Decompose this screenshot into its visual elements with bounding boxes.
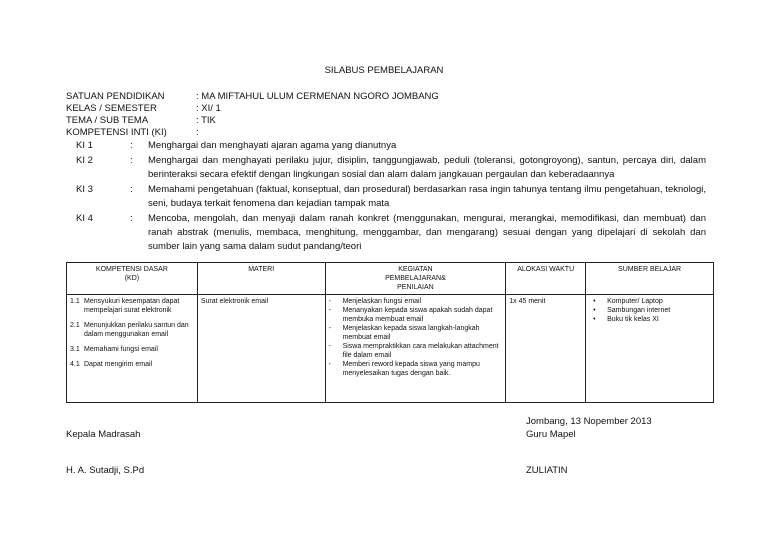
kd-item: [70, 360, 194, 369]
dash-marker: -: [328, 325, 331, 332]
ki-sep: :: [130, 155, 133, 166]
kd-number: 4.1: [70, 361, 80, 368]
ki-list: [76, 139, 706, 254]
kegiatan-text: Memberi reword kepada siswa yang mampu menyelesaikan tugas dengan baik.: [342, 361, 480, 377]
kd-number: 3.1: [70, 346, 80, 353]
kegiatan-text: Siswa mempraktikkan cara melakukan attachment file dalam email: [342, 343, 499, 359]
kegiatan-item: [329, 342, 503, 360]
kegiatan-item: [329, 306, 503, 324]
kegiatan-item: [329, 360, 503, 378]
kd-number: 2.1: [70, 322, 80, 329]
cell-sumber: [586, 295, 714, 403]
header-alokasi: ALOKASI WAKTU: [506, 263, 586, 295]
header-kd: [67, 263, 198, 295]
bullet-icon: •: [593, 316, 596, 323]
dash-marker: -: [328, 343, 331, 350]
ki-sep: :: [130, 184, 133, 195]
header-kd-line1: KOMPETENSI DASAR: [95, 266, 168, 273]
signature-left-name: H. A. Sutadji, S.Pd: [66, 465, 145, 476]
syllabus-table: [66, 262, 714, 403]
sumber-item: [593, 306, 710, 315]
kd-list: [70, 297, 194, 369]
kd-item: [70, 297, 194, 315]
ki-item-4: [76, 212, 706, 254]
kd-item: [70, 345, 194, 354]
sumber-item: [593, 315, 710, 324]
dash-marker: -: [328, 307, 331, 314]
ki-code: KI 1: [76, 140, 93, 151]
signature-right-role: Guru Mapel: [526, 429, 576, 440]
identity-value: : MA MIFTAHUL ULUM CERMENAN NGORO JOMBANG: [196, 91, 439, 102]
bullet-icon: •: [593, 307, 596, 314]
ki-item-2: [76, 154, 706, 182]
header-kegiatan-line2: PEMBELAJARAN&: [385, 275, 446, 282]
ki-text: Menghargai dan menghayati perilaku jujur, disiplin, tanggungjawab, peduli (toleransi, gotongroyong), santun, percaya diri, dalam berinteraksi secara efektif dengan lingkungan sosial dan alam dalam jangkauan pergaulan dan keberadaannya: [148, 155, 706, 180]
ki-sep: :: [130, 213, 133, 224]
ki-sep: :: [130, 140, 133, 151]
ki-code: KI 2: [76, 155, 93, 166]
identity-label: SATUAN PENDIDIKAN: [66, 91, 165, 102]
kd-text: Dapat mengirim email: [84, 361, 153, 368]
ki-item-3: [76, 183, 706, 211]
signature-right-name: ZULIATIN: [526, 465, 568, 476]
cell-materi: Surat elektronik email: [197, 295, 325, 403]
identity-row-kelas: [66, 103, 439, 115]
kegiatan-text: Menanyakan kepada siswa apakah sudah dapat membuka membuat email: [342, 307, 493, 323]
identity-row-ki: [66, 127, 439, 139]
identity-label: KELAS / SEMESTER: [66, 103, 157, 114]
cell-kegiatan: [325, 295, 506, 403]
ki-code: KI 4: [76, 213, 93, 224]
identity-label: TEMA / SUB TEMA: [66, 115, 149, 126]
kegiatan-list: [329, 297, 503, 378]
document-title: SILABUS PEMBELAJARAN: [324, 65, 444, 76]
ki-text: Mencoba, mengolah, dan menyaji dalam ranah konkret (menggunakan, mengurai, merangkai, memodifikasi, dan membuat) dan ranah abstrak (menulis, membaca, menghitung, menggambar, dan mengarang) sesuai dengan yang dipelajari di sekolah dan sumber lain yang sama dalam sudut pandang/teori: [148, 213, 706, 252]
kd-number: 1.1: [70, 298, 80, 305]
kegiatan-text: Menjelaskan fungsi email: [342, 298, 422, 305]
sumber-text: Buku tik kelas XI: [607, 316, 659, 323]
kd-item: [70, 321, 194, 339]
identity-label: KOMPETENSI INTI (KI): [66, 127, 167, 138]
identity-value: : XI/ 1: [196, 103, 221, 114]
header-sumber: SUMBER BELAJAR: [586, 263, 714, 295]
sumber-list: [589, 297, 710, 324]
sumber-text: Sambungan internet: [607, 307, 671, 314]
table-row: [67, 295, 714, 403]
signature-place-date: Jombang, 13 Nopember 2013: [526, 416, 652, 427]
identity-value: :: [196, 127, 199, 138]
identity-row-tema: [66, 115, 439, 127]
identity-row-satuan: [66, 91, 439, 103]
kegiatan-text: Menjelaskan kepada siswa langkah-langkah membuat email: [342, 325, 480, 341]
kegiatan-item: [329, 324, 503, 342]
kd-text: Memahami fungsi email: [84, 346, 158, 353]
header-kd-line2: (KD): [124, 275, 140, 282]
identity-value: : TIK: [196, 115, 216, 126]
kd-text: Mensyukuri kesempatan dapat mempelajari surat elektronik: [84, 298, 180, 314]
sumber-text: Komputer/ Laptop: [607, 298, 663, 305]
header-kegiatan-line3: PENILAIAN: [397, 284, 434, 291]
header-kegiatan-line1: KEGIATAN: [398, 266, 433, 273]
ki-item-1: [76, 139, 706, 153]
ki-code: KI 3: [76, 184, 93, 195]
table-header-row: [67, 263, 714, 295]
dash-marker: -: [328, 298, 331, 305]
sumber-item: [593, 297, 710, 306]
dash-marker: -: [328, 361, 331, 368]
cell-alokasi: 1x 45 menit: [506, 295, 586, 403]
identity-block: [66, 91, 439, 139]
ki-text: Menghargai dan menghayati ajaran agama yang dianutnya: [148, 140, 397, 151]
cell-kd: [67, 295, 198, 403]
ki-text: Memahami pengetahuan (faktual, konseptual, dan prosedural) berdasarkan rasa ingin tahunya tentang ilmu pengetahuan, teknologi, seni, budaya terkait fenomena dan kejadian tampak mata: [148, 184, 706, 209]
kegiatan-item: [329, 297, 503, 306]
header-materi: MATERI: [197, 263, 325, 295]
signature-left-role: Kepala Madrasah: [66, 429, 141, 440]
kd-text: Menunjukkan perilaku santun dan dalam menggunakan email: [84, 322, 189, 338]
bullet-icon: •: [593, 298, 596, 305]
header-kegiatan: [325, 263, 506, 295]
